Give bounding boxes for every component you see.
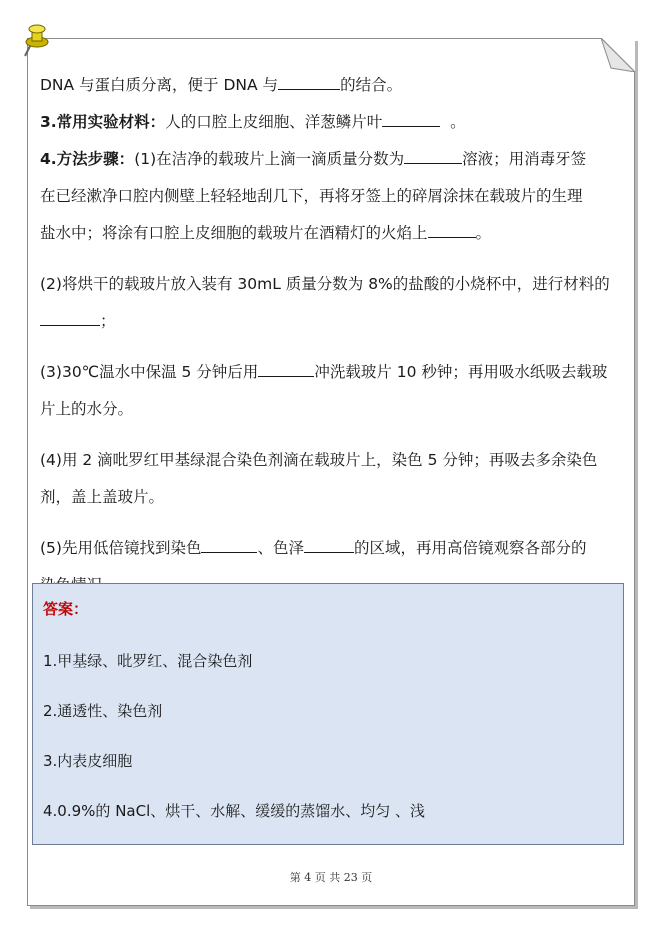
- page-footer: 第 4 页 共 23 页: [289, 871, 373, 884]
- document-page: [27, 38, 635, 906]
- text-line: (5)先用低倍镜找到染色 、色泽 的区域，再用高倍镜观察各部分的: [40, 539, 587, 557]
- text-line: 在已经漱净口腔内侧壁上轻轻地刮几下，再将牙签上的碎屑涂抹在载玻片的生理: [40, 187, 583, 205]
- text-line: (3)30℃温水中保温 5 分钟后用 冲洗载玻片 10 秒钟；再用吸水纸吸去载玻: [40, 363, 608, 381]
- text-line: 4.方法步骤：(1)在洁净的载玻片上滴一滴质量分数为 溶液；用消毒牙签: [40, 150, 587, 168]
- text-line: 盐水中；将涂有口腔上皮细胞的载玻片在酒精灯的火焰上 。: [40, 224, 492, 242]
- answer-item: 4.0.9%的 NaCl、烘干、水解、缓缓的蒸馏水、均匀 、浅: [43, 802, 426, 820]
- answer-box: [32, 583, 624, 845]
- answer-item: 3.内表皮细胞: [43, 752, 133, 770]
- answer-item: 2.通透性、染色剂: [43, 702, 163, 720]
- text-line: 剂，盖上盖玻片。: [40, 488, 165, 506]
- answer-item: 1.甲基绿、吡罗红、混合染色剂: [43, 652, 253, 670]
- text-line: 3.常用实验材料：人的口腔上皮细胞、洋葱鳞片叶 。: [40, 113, 466, 131]
- pushpin-icon: [22, 22, 52, 58]
- question-content: [40, 67, 624, 604]
- text-line: 片上的水分。: [40, 400, 134, 418]
- text-line: (2)将烘干的载玻片放入装有 30mL 质量分数为 8%的盐酸的小烧杯中，进行材料的: [40, 275, 610, 293]
- text-line: (4)用 2 滴吡罗红甲基绿混合染色剂滴在载玻片上，染色 5 分钟；再吸去多余染色: [40, 451, 598, 469]
- answer-title: 答案：: [43, 600, 89, 618]
- text-line: DNA 与蛋白质分离，便于 DNA 与 的结合。: [40, 76, 403, 94]
- text-line: ；: [40, 303, 624, 340]
